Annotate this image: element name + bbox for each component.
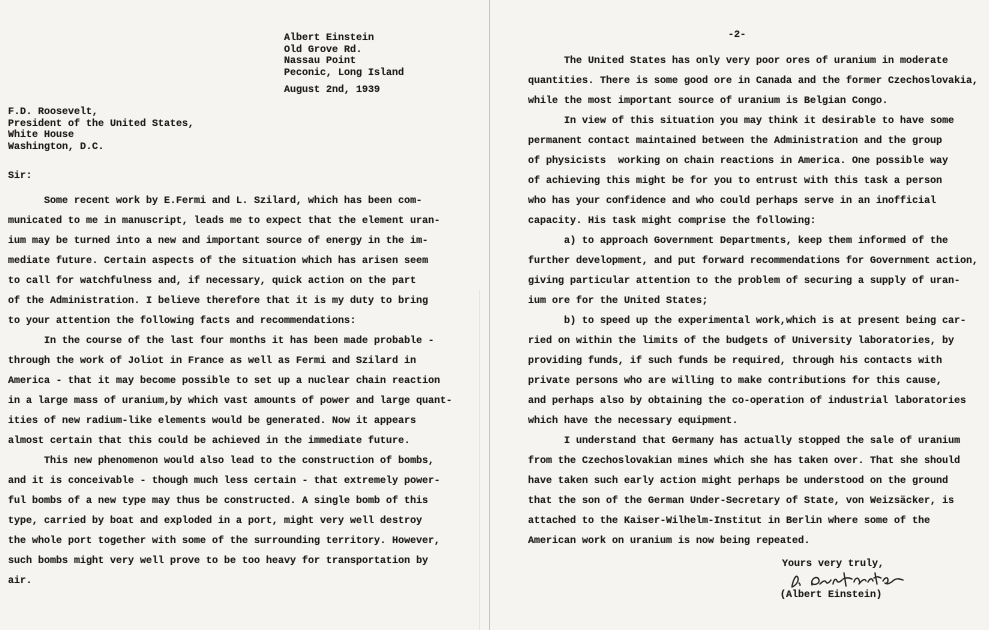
text-line: type, carried by boat and exploded in a port, might very well destroy xyxy=(8,516,423,527)
text-line: capacity. His task might comprise the following: xyxy=(528,216,817,227)
text-line: White House xyxy=(8,130,75,141)
text-line: have taken such early action might perhaps be understood on the ground xyxy=(528,476,949,487)
text-line: and perhaps also by obtaining the co-operation of industrial laboratories xyxy=(528,396,967,407)
text-line: a) to approach Government Departments, keep them informed of the xyxy=(528,236,949,247)
closing: Yours very truly, xyxy=(782,559,885,570)
text-line: b) to speed up the experimental work,which is at present being car- xyxy=(528,316,967,327)
text-line: ium may be turned into a new and important source of energy in the im- xyxy=(8,236,429,247)
text-line: to call for watchfulness and, if necessary, quick action on the part xyxy=(8,276,417,287)
page2-body xyxy=(528,52,978,552)
text-line: Peconic, Long Island xyxy=(284,67,405,79)
text-line: ried on within the limits of the budgets of University laboratories, by xyxy=(528,336,955,347)
text-line: This new phenomenon would also lead to the construction of bombs, xyxy=(8,456,435,467)
text-line: who has your confidence and who could perhaps serve in an inofficial xyxy=(528,196,937,207)
text-line: President of the United States, xyxy=(8,118,195,130)
text-line: of achieving this might be for you to entrust with this task a person xyxy=(528,176,943,187)
salutation: Sir: xyxy=(8,171,33,182)
text-line: giving particular attention to the problem of securing a supply of uran- xyxy=(528,276,961,287)
letter-page-1 xyxy=(0,0,489,630)
text-line: which have the necessary equipment. xyxy=(528,416,739,427)
page1-body xyxy=(8,192,452,592)
text-line: in a large mass of uranium,by which vast amounts of power and large quant- xyxy=(8,396,453,407)
text-line: ities of new radium-like elements would be generated. Now it appears xyxy=(8,416,417,427)
page-number: -2- xyxy=(727,30,746,41)
text-line: mediate future. Certain aspects of the situation which has arisen seem xyxy=(8,256,429,267)
text-line: of the Administration. I believe therefore that it is my duty to bring xyxy=(8,296,429,307)
text-line: The United States has only very poor ores of uranium in moderate xyxy=(528,56,949,67)
text-line: permanent contact maintained between the Administration and the group xyxy=(528,136,943,147)
letter-date: August 2nd, 1939 xyxy=(284,85,381,96)
letter-page-2 xyxy=(490,0,989,630)
text-line: such bombs might very well prove to be too heavy for transportation by xyxy=(8,556,429,567)
sender-address xyxy=(284,33,404,79)
text-line: Old Grove Rd. xyxy=(284,44,363,56)
text-line: America - that it may become possible to set up a nuclear chain reaction xyxy=(8,376,441,387)
text-line: of physicists working on chain reactions in America. One possible way xyxy=(528,156,949,167)
text-line: ium ore for the United States; xyxy=(528,296,709,307)
text-line: and it is conceivable - though much less certain - that extremely power- xyxy=(8,476,441,487)
scan-artifact-streak xyxy=(479,290,480,630)
text-line: air. xyxy=(8,576,33,587)
recipient-address xyxy=(8,107,194,153)
text-line: Nassau Point xyxy=(284,56,357,67)
einstein-signature xyxy=(786,571,910,591)
text-line: Albert Einstein xyxy=(284,33,375,44)
text-line: further development, and put forward recommendations for Government action, xyxy=(528,256,979,267)
text-line: attached to the Kaiser-Wilhelm-Institut in Berlin where some of the xyxy=(528,516,931,527)
text-line: In view of this situation you may think it desirable to have some xyxy=(528,116,955,127)
text-line: F.D. Roosevelt, xyxy=(8,107,99,118)
text-line: quantities. There is some good ore in Canada and the former Czechoslovakia, xyxy=(528,76,979,87)
text-line: to your attention the following facts and recommendations: xyxy=(8,316,357,327)
text-line: while the most important source of uranium is Belgian Congo. xyxy=(528,96,889,107)
text-line: American work on uranium is now being repeated. xyxy=(528,536,811,547)
text-line: almost certain that this could be achieved in the immediate future. xyxy=(8,436,411,447)
text-line: In the course of the last four months it has been made probable - xyxy=(8,336,435,347)
signed-name: (Albert Einstein) xyxy=(780,590,883,601)
text-line: that the son of the German Under-Secretary of State, von Weizsäcker, is xyxy=(528,496,955,507)
signature-scrawl-icon xyxy=(786,571,910,591)
text-line: Washington, D.C. xyxy=(8,141,105,153)
text-line: municated to me in manuscript, leads me to expect that the element uran- xyxy=(8,216,441,227)
text-line: providing funds, if such funds be required, through his contacts with xyxy=(528,356,943,367)
text-line: through the work of Joliot in France as well as Fermi and Szilard in xyxy=(8,356,417,367)
text-line: I understand that Germany has actually stopped the sale of uranium xyxy=(528,436,961,447)
text-line: private persons who are willing to make contributions for this cause, xyxy=(528,376,943,387)
text-line: from the Czechoslovakian mines which she has taken over. That she should xyxy=(528,456,961,467)
text-line: the whole port together with some of the surrounding territory. However, xyxy=(8,536,441,547)
text-line: Some recent work by E.Fermi and L. Szilard, which has been com- xyxy=(8,196,423,207)
text-line: ful bombs of a new type may thus be constructed. A single bomb of this xyxy=(8,496,429,507)
